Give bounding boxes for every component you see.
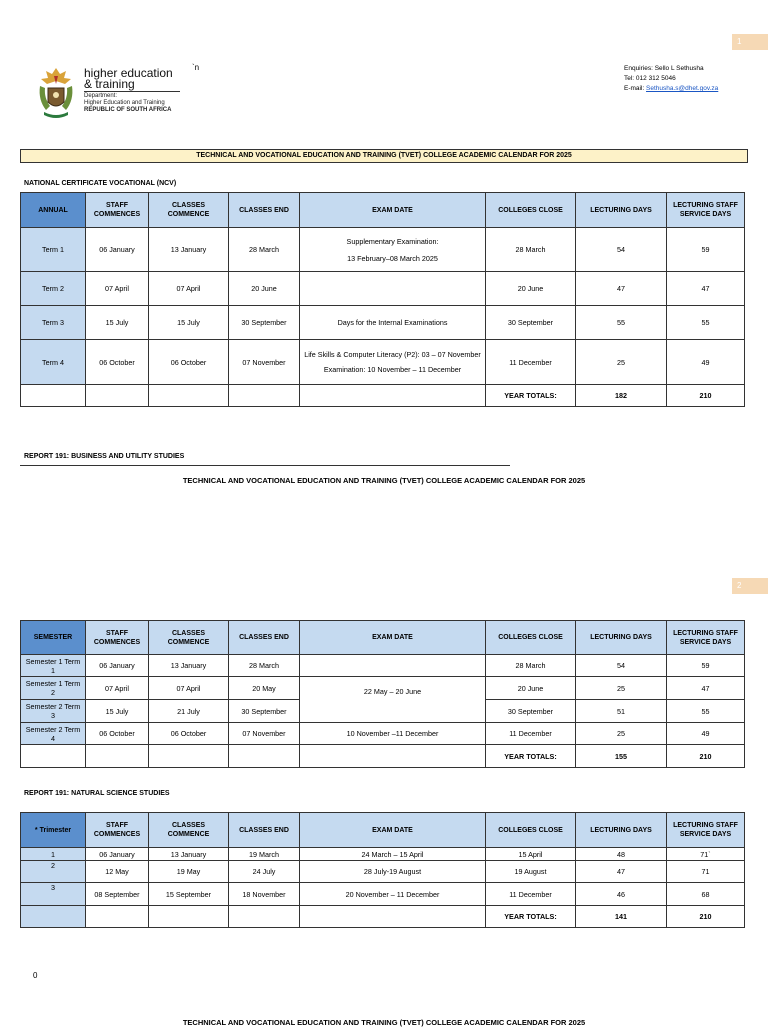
table-row: [21, 848, 745, 861]
table-row: [21, 306, 745, 340]
business-table: [20, 620, 745, 768]
cell-exam: 24 March – 15 April: [300, 848, 486, 861]
cell-service: 71`: [667, 848, 745, 861]
exam-merged-text: 22 May – 20 June: [363, 687, 422, 696]
cell-end: 30 September: [229, 306, 300, 340]
stray-zero: 0: [33, 971, 38, 980]
cell-staff: 06 October: [86, 340, 149, 385]
cell-staff: 06 October: [86, 723, 149, 745]
cell-exam: 28 July-19 August: [300, 861, 486, 883]
cell-end: 07 November: [229, 340, 300, 385]
cell-lect: 51: [576, 700, 667, 723]
table-row: [21, 677, 745, 700]
exam-line-2: Examination: 10 November – 11 December: [323, 364, 462, 374]
cell-lect: 54: [576, 655, 667, 677]
col-staff-commences: STAFF COMMENCES: [86, 193, 149, 228]
cell-lect: 54: [576, 228, 667, 272]
cell-lect: 25: [576, 677, 667, 700]
totals-label: YEAR TOTALS:: [486, 385, 576, 407]
cell-exam: 10 November –11 December: [300, 723, 486, 745]
cell-staff: 12 May: [86, 861, 149, 883]
cell-exam: [300, 228, 486, 272]
table-row: [21, 883, 745, 906]
cell-end: 20 June: [229, 272, 300, 306]
section-rule: [20, 465, 510, 466]
cell-service: 49: [667, 340, 745, 385]
cell-service: 55: [667, 700, 745, 723]
col-exam-date: EXAM DATE: [300, 813, 486, 848]
logo-line-2: & training: [84, 77, 135, 91]
cell-lect: 46: [576, 883, 667, 906]
col-classes-commence: CLASSES COMMENCE: [149, 621, 229, 655]
cell-staff: 07 April: [86, 677, 149, 700]
totals-label: YEAR TOTALS:: [486, 745, 576, 768]
col-lecturing-days: LECTURING DAYS: [576, 621, 667, 655]
cell-classes: 13 January: [149, 655, 229, 677]
cell-classes: 13 January: [149, 228, 229, 272]
col-colleges-close: COLLEGES CLOSE: [486, 621, 576, 655]
cell-staff: 06 January: [86, 228, 149, 272]
col-classes-commence: CLASSES COMMENCE: [149, 193, 229, 228]
col-lecturing-days: LECTURING DAYS: [576, 813, 667, 848]
total-service: 210: [667, 385, 745, 407]
cell-classes: 06 October: [149, 723, 229, 745]
cell-service: 71: [667, 861, 745, 883]
table-row: [21, 655, 745, 677]
row-label: Semester 2 Term 3: [21, 700, 86, 723]
cell-service: 49: [667, 723, 745, 745]
row-label: Semester 2 Term 4: [21, 723, 86, 745]
cell-exam: [300, 272, 486, 306]
table-row: [21, 228, 745, 272]
cell-service: 59: [667, 228, 745, 272]
col-colleges-close: COLLEGES CLOSE: [486, 193, 576, 228]
page-number-tab: 1: [732, 34, 768, 50]
cell-lect: 47: [576, 272, 667, 306]
cell-service: 47: [667, 272, 745, 306]
row-label: 3: [21, 883, 86, 906]
row-label: Semester 1 Term 1: [21, 655, 86, 677]
total-service: 210: [667, 906, 745, 928]
col-exam-date: EXAM DATE: [300, 621, 486, 655]
page-number-tab: 2: [732, 578, 768, 594]
cell-close: 20 June: [486, 272, 576, 306]
cell-classes: 07 April: [149, 677, 229, 700]
totals-label: YEAR TOTALS:: [486, 906, 576, 928]
row-label: Term 4: [21, 340, 86, 385]
logo-dept-label: Department:: [84, 93, 118, 99]
cell-close: 20 June: [486, 677, 576, 700]
total-lect: 141: [576, 906, 667, 928]
business-corner-header: SEMESTER: [21, 621, 86, 655]
row-label: Semester 1 Term 2: [21, 677, 86, 700]
cell-classes: 21 July: [149, 700, 229, 723]
totals-row: [21, 745, 745, 768]
table-row: [21, 861, 745, 883]
row-label: 2: [21, 861, 86, 883]
calendar-banner: TECHNICAL AND VOCATIONAL EDUCATION AND TRAINING (TVET) COLLEGE ACADEMIC CALENDAR FOR 2025: [20, 149, 748, 163]
cell-staff: 15 July: [86, 306, 149, 340]
cell-close: 30 September: [486, 700, 576, 723]
col-service-days: LECTURING STAFF SERVICE DAYS: [667, 193, 745, 228]
total-service: 210: [667, 745, 745, 768]
business-heading: REPORT 191: BUSINESS AND UTILITY STUDIES: [24, 453, 185, 460]
col-colleges-close: COLLEGES CLOSE: [486, 813, 576, 848]
col-classes-end: CLASSES END: [229, 621, 300, 655]
col-service-days: LECTURING STAFF SERVICE DAYS: [667, 621, 745, 655]
exam-line-2: 13 February–08 March 2025: [347, 253, 438, 263]
cell-close: 15 April: [486, 848, 576, 861]
cell-end: 18 November: [229, 883, 300, 906]
cell-exam: Days for the Internal Examinations: [300, 306, 486, 340]
science-table: [20, 812, 745, 928]
row-label: Term 2: [21, 272, 86, 306]
cell-exam: [300, 655, 486, 677]
totals-row: [21, 906, 745, 928]
cell-service: 47: [667, 677, 745, 700]
enquiries-block: [624, 64, 718, 94]
row-label: Term 3: [21, 306, 86, 340]
cell-close: 11 December: [486, 883, 576, 906]
col-lecturing-days: LECTURING DAYS: [576, 193, 667, 228]
cell-classes: 15 July: [149, 306, 229, 340]
cell-end: 28 March: [229, 228, 300, 272]
science-heading: REPORT 191: NATURAL SCIENCE STUDIES: [24, 790, 170, 797]
cell-end: 19 March: [229, 848, 300, 861]
ncv-heading: NATIONAL CERTIFICATE VOCATIONAL (NCV): [24, 180, 177, 187]
cell-classes: 13 January: [149, 848, 229, 861]
cell-end: 07 November: [229, 723, 300, 745]
col-classes-commence: CLASSES COMMENCE: [149, 813, 229, 848]
cell-end: 30 September: [229, 700, 300, 723]
cell-lect: 48: [576, 848, 667, 861]
row-label: 1: [21, 848, 86, 861]
science-corner-header: * Trimester: [21, 813, 86, 848]
cell-classes: 15 September: [149, 883, 229, 906]
cell-close: 11 December: [486, 340, 576, 385]
enquiries-name: Enquiries: Sello L Sethusha: [624, 65, 704, 72]
cell-lect: 25: [576, 340, 667, 385]
cell-service: 55: [667, 306, 745, 340]
cell-exam: 20 November – 11 December: [300, 883, 486, 906]
cell-classes: 19 May: [149, 861, 229, 883]
cell-staff: 06 January: [86, 655, 149, 677]
totals-row: [21, 385, 745, 407]
col-classes-end: CLASSES END: [229, 193, 300, 228]
cell-exam: [300, 340, 486, 385]
cell-service: 59: [667, 655, 745, 677]
enquiries-email-link[interactable]: Sethusha.s@dhet.gov.za: [646, 85, 719, 92]
logo-dept-name: Higher Education and Training: [84, 100, 165, 106]
cell-close: 28 March: [486, 228, 576, 272]
cell-lect: 55: [576, 306, 667, 340]
logo-country: REPUBLIC OF SOUTH AFRICA: [84, 107, 172, 113]
cell-end: 20 May: [229, 677, 300, 700]
cell-staff: 08 September: [86, 883, 149, 906]
col-staff-commences: STAFF COMMENCES: [86, 621, 149, 655]
cell-staff: 15 July: [86, 700, 149, 723]
cell-close: 30 September: [486, 306, 576, 340]
cell-close: 19 August: [486, 861, 576, 883]
cell-exam-merged: [300, 677, 486, 723]
enquiries-tel: Tel: 012 312 5046: [624, 75, 676, 82]
col-exam-date: EXAM DATE: [300, 193, 486, 228]
exam-line-1: Supplementary Examination:: [346, 236, 439, 246]
table-row: [21, 340, 745, 385]
total-lect: 155: [576, 745, 667, 768]
row-label: Term 1: [21, 228, 86, 272]
table-row: [21, 272, 745, 306]
ncv-corner-header: ANNUAL: [21, 193, 86, 228]
stray-mark: `n: [192, 63, 200, 72]
logo-line-1: higher education: [84, 66, 173, 80]
total-lect: 182: [576, 385, 667, 407]
cell-classes: 07 April: [149, 272, 229, 306]
cell-end: 28 March: [229, 655, 300, 677]
exam-line-1: Life Skills & Computer Literacy (P2): 03 – 07 November: [304, 349, 481, 359]
col-classes-end: CLASSES END: [229, 813, 300, 848]
coat-of-arms-logo: [36, 66, 76, 125]
cell-lect: 25: [576, 723, 667, 745]
cell-staff: 06 January: [86, 848, 149, 861]
ncv-table: [20, 192, 745, 407]
cell-close: 11 December: [486, 723, 576, 745]
cell-service: 68: [667, 883, 745, 906]
cell-close: 28 March: [486, 655, 576, 677]
col-service-days: LECTURING STAFF SERVICE DAYS: [667, 813, 745, 848]
cell-lect: 47: [576, 861, 667, 883]
col-staff-commences: STAFF COMMENCES: [86, 813, 149, 848]
table-row: [21, 723, 745, 745]
cell-classes: 06 October: [149, 340, 229, 385]
enquiries-email-label: E-mail:: [624, 85, 647, 92]
cell-end: 24 July: [229, 861, 300, 883]
cell-staff: 07 April: [86, 272, 149, 306]
cut-off-title: TECHNICAL AND VOCATIONAL EDUCATION AND TRAINING (TVET) COLLEGE ACADEMIC CALENDAR FOR 2025: [182, 1018, 586, 1027]
business-title: TECHNICAL AND VOCATIONAL EDUCATION AND TRAINING (TVET) COLLEGE ACADEMIC CALENDAR FOR 2025: [182, 476, 586, 485]
logo-divider: [84, 91, 180, 92]
